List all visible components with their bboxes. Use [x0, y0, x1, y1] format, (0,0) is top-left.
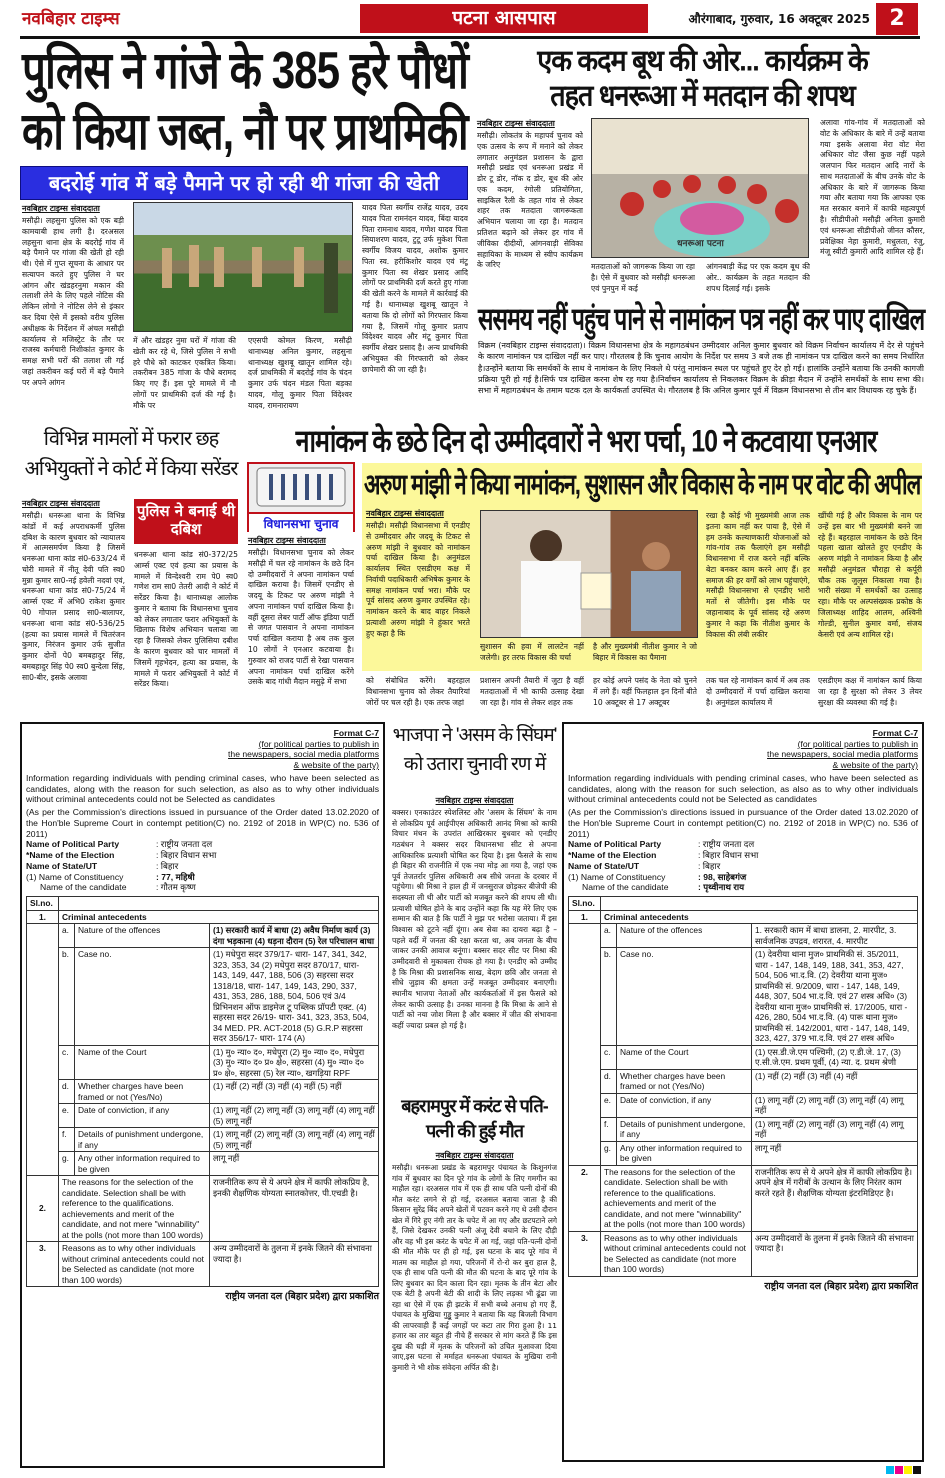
- cell: (1) लागू नहीं (2) लागू नहीं (3) लागू नहीं (4) लागू नहीं (5) लागू नहीं: [210, 1104, 379, 1128]
- cell: Any other information required to be given: [617, 1141, 752, 1165]
- headline-line: एक कदम बूथ की ओर... कार्यक्रम के: [537, 44, 868, 77]
- cell: (1) नहीं (2) नहीं (3) नहीं (4) नहीं (5) नहीं: [210, 1080, 379, 1104]
- table-row: [27, 1242, 379, 1287]
- table-row: [27, 1080, 379, 1104]
- cell: Name of the Court: [75, 1045, 210, 1080]
- story-text: धनरूआ थाना कांड सं0-372/25 आर्म्स एक्ट एवं हत्या का प्रयास के मामले में विन्देश्वरी राम पे0 स्व0 गणेश राम सा0 तेतरी आदी ने कोर्ट में सरेंडर किया है। थानाध्यक्ष आलोक कुमार ने बताया कि विधानसभा चुनाव को लेकर लगातार फरार अभियुक्तों के खिलाफ विशेष अभियान चलाया जा रहा है जिसको लेकर पुलिसिया दबीश के कारण बुधवार को चार मामलों में जिसमें गृहभेदन, हत्या का प्रयास, के मामले में फरार अभियुक्तों ने कोर्ट में सरेंडर किया।: [134, 550, 238, 689]
- table-row: [27, 1104, 379, 1128]
- cell: (1) मधेपुरा सदर 379/17- धारा- 147, 341, 342, 323, 353, 34 (2) मधेपुरा सदर 870/17, धारा- 143, 149, 447, 188, 506 (3) सहरसा सदर 1318/18, धारा- 147, 149, 143, 290, 337, 431, 353, 286, 188, 504, 506 एवं 3/4 प्रिभिनशन ऑफ डाइमेज टू पब्लिक प्रॉपटी एक्ट. (4) सहरसा सदर 26/19- धारा- 341, 323, 353, 504, 34 MED. PR. ACT-2018 (5) G.R.P सहरसा सदर 356/17- धारा- 174 (A): [210, 948, 379, 1046]
- story2-headline-line1: [480, 44, 925, 78]
- story-text: तक चल रहे नामांकन कार्य में अब तक दो उम्मीदवारों में पर्चा दाखिल कराया है। अनुमंडल कार्यालय में: [706, 676, 810, 707]
- format-sub: & website of the party): [293, 760, 379, 771]
- story-text: मसौढ़ी। लहसुना पुलिस को एक बड़ी कामयाबी हाथ लगी है। दरअसल लहसुना थाना क्षेत्र के बदरोई गांव में बड़े पैमाने पर गांजा की खेती हो रही थी। ऐसे में गुप्त सूचना के आधार पर सत्यापन करते हुए पुलिस ने घर आंगन और खंडहरनुमा मकान की तलाशी लेने के लिए पहले नोटिस की लेकिन लोगो ने नोटिस लेने से इंकार कर दिया ऐसे में इसको वरीय पुलिस अधीक्षक के निर्देशन में अंचल मसौढ़ी कार्यालय से मजिस्ट्रेट के तौर पर राजस्व कर्मचारी निशीकांत कुमार के समक्ष सभी घरों की तलाश ली गई जहां तकरीबन कई घरों में बड़े पैमाने पर अपने आंगन: [22, 216, 124, 387]
- police-raid-box: पुलिस ने बनाई थी दबिश: [134, 499, 238, 544]
- cell: राजनीतिक रूप से ये अपने क्षेत्र में काफी लोकप्रिय है। अपने क्षेत्र में गरीबों के उत्थान के लिए निरंतर काम करते रहते हैं। शैक्षणिक योग्यता इंटरमिडिएट है।: [752, 1165, 918, 1231]
- masthead: नवबिहार टाइम्स: [22, 9, 120, 29]
- value: : गौतम कृष्ण: [156, 882, 196, 893]
- criminal-antecedents-table: [568, 896, 918, 1277]
- table-row: [569, 1141, 918, 1165]
- cell: 1.: [581, 911, 588, 922]
- story7: [392, 795, 557, 1090]
- value: : राष्ट्रीय जनता दल: [698, 839, 755, 850]
- kv-election: [26, 850, 379, 861]
- key: Name of State/UT: [26, 860, 98, 871]
- cell: b.: [601, 948, 617, 1046]
- story-text: हर कोई अपने पसंद के नेता को चुनने में लगे हैं। वहीं फिलहाल इन दिनों बीते 10 अक्टूबर से 17 अक्टूबर: [593, 676, 697, 707]
- table-row: [569, 1117, 918, 1141]
- story2-col1: [477, 118, 583, 298]
- byline: नवबिहार टाइम्स संवाददाता: [435, 796, 514, 805]
- cell: Sl.no.: [572, 898, 595, 909]
- story-text: मसौढ़ी। लोकतंत्र के महापर्व चुनाव को एक उत्सव के रूप में मनाने को लेकर लगातार अनुमंडल प्रशासन के द्वारा मसौढ़ी प्रखंड एवं धनरूआ प्रखंड में डोर टू डोर, नॉक द डोर, बूथ की ओर एक कदम, रंगोली प्रतियोगिता, साइकिल रैली के तहत गांव से लेकर शहर तक मतदाता जागरूकता अभियान चलाया जा रहा है। मतदान प्रतिशत बढ़ाने को लेकर हर गांव में जीविका दीदीयों, आंगनवाड़ी सेविका सहायिका के माध्यम से स्वीप कार्यक्रम के जरिए: [477, 131, 583, 270]
- cell: Date of conviction, if any: [617, 1093, 752, 1117]
- value: : 98, साहेबगंज: [698, 871, 747, 882]
- cell: Case no.: [75, 948, 210, 1046]
- story-text: मसौढ़ी। धनरूआ प्रखंड के बहरामपुर पंचायत के किशुनगंज गांव में बुधवार का दिन पूरे गांव के लोगों के लिए गमगीन का माहौल रहा। दरअसल गांव में एक ही साथ पति पत्नी दोनों की मौत करंट लगने से हो गई, दरअसल बताया जाता है की किसान सुरेंद्र बिंद अपने खेतों में पटवन करने गए थे उसी दौरान खेत में गिरे हुए नंगी तार के चपेट में आ गए और छटपटाने लगे हैं, जिसे देखकर उनकी पत्नी अंजू देवी बचाने के लिए दौड़ी और वह भी इस करंट के चपेट में आ गई, जहां पति-पत्नी दोनों की मौत मौके पर ही हो गई, इस घटना के बाद पूरे गांव में मातम का माहौल हो गया, परिजनों में रो-रो कर बुरा हाल है, एक ही साथ पति पत्नी की मौत की घटना के बाद पूरे गांव के लिए बुधवार का दिन काला दिन रहा। मृतक के तीन बेटा और एक बेटी है अपनी बेटी की शादी के लिए लड़का भी ढूंढा जा रहा था ऐसे में एक ही झटके में सभी बच्चे अनाथ हो गए हैं, पंचायत के मुखिया गुड्डू कुमार ने बताया कि यह बिजली विभाग की लापरवाही हैं कई जगहों पर कटा तार गिरा हुआ है। 11 हजार का तार बहुत ही नीचे हैं सरकार से मांग करते हैं कि इस दुख की घड़ी में मृतक के परिजनों को उचित मुआवजा दिया जाए,इस घटना से मर्माहत धनरूआ पंचायत के मुखिया रानी कुमारी ने भी शोक संवेदना अर्पित की है।: [392, 1163, 557, 1372]
- format-sub: & website of the party): [832, 760, 918, 771]
- story-text: अलावा गांव-गांव में मतदाताओं को वोट के अधिकार के बारे में उन्हें बताया गया इसके अलावा मेरा वोट मेरा अधिकार वोट जैसा कुछ नहीं पहले जलपान फिर मतदान आदि नारों के साथ मतदाताओं के बीच उनके वोट के अधिकार के बारे में जागरूक किया गया और बताया गया कि आपका एक मत सरकार बनाने में काफी महत्वपूर्ण है। सीडीपीओ मसौढ़ी अनिता कुमारी एवं धनरूआ सीडीपीओ जीनत कौसर, प्रवेक्षिका नेहा कुमारी, मधुलता, रंजु, मंजू स्वीटी कुमारी आदि शामिल रहे हैं।: [820, 118, 925, 257]
- cell: a.: [59, 924, 75, 948]
- story-text: है और मुख्यमंत्री नीतीश कुमार ने जो बिहार में विकास का पैमाना: [593, 642, 697, 662]
- criminal-antecedents-table: [26, 896, 379, 1287]
- key: (1) Name of Constituency: [568, 871, 666, 882]
- cell: Sl.no.: [30, 898, 53, 909]
- story2-headline-line2: [480, 79, 925, 113]
- candidate-figures-icon: [481, 511, 698, 638]
- ad-intro: Information regarding individuals with pending criminal cases, who have been selected as candidates, along with the reason for such selection, as also as to why other individuals without criminal antecedents could not be Selected as candidates: [26, 772, 379, 805]
- cell: (1) सरकारी कार्य में बाधा (2) अवैध निर्माण कार्य (3) दंगा भड़काना (4) धड़ना दौरान (5) रेल परिचालन बाधा: [210, 924, 379, 948]
- story5-headline: [248, 424, 924, 460]
- story7-headline: भाजपा ने 'असम के सिंघम' को उतारा चुनावी रण में: [392, 725, 557, 775]
- cell: c.: [601, 1045, 617, 1069]
- story5-col1: [248, 535, 354, 713]
- table-row: [27, 1128, 379, 1152]
- story-text: रखा है कोई भी मुख्यमंत्री आज तक इतना काम नहीं कर पाया है, ऐसे में हम उनके कल्याणकारी योजनाओं को गांव-गांव तक फैलाएंगे हम मसौढ़ी विधानसभा में राज करने नहीं बल्कि बेटा बनकर काम करने आए हैं। हर समाज की हर वर्गों को लाभ पहुंचाएंगे, मसौढ़ी विधानसभा से एनडीए भारी मतों से जीतेगी। इस मौके पर जहानाबाद के पूर्व सांसद रहे अरुण कुमार ने कहा कि नीतीश कुमार के विकास की लंबी लकीर: [706, 511, 810, 639]
- cell: Nature of the offences: [75, 924, 210, 948]
- ad-order: (As per the Commission's directions issued in pursuance of the Order dated 13.02.2020 of the Hon'ble Supreme Court in contempt petition(C) no. 2192 of 2018 in WP(C) no. 536 of 2011): [568, 807, 918, 839]
- nomination-photo: [480, 510, 698, 638]
- dateline: औरंगाबाद, गुरुवार, 16 अक्टूबर 2025: [688, 12, 870, 26]
- table-row: [27, 1045, 379, 1080]
- key: Name of the candidate: [582, 882, 669, 893]
- cell: Any other information required to be given: [75, 1152, 210, 1176]
- story-text: मतदाताओं को जागरूक किया जा रहा है। ऐसे में बुधवार को मसौढ़ी धनरूआ एवं पुनपुन में कई: [591, 262, 695, 293]
- cell: Reasons as to why other individuals without criminal antecedents could not be Selected as candidate (not more than 100 words): [59, 1242, 210, 1287]
- story-text: यादव पिता स्वर्गीय राजेंद्र यादव, उदय यादव पिता रामनंदन यादव, बिंदा यादव पिता रामनाथ यादव, गणेश यादव पिता सियाशरण यादव, टुटू उर्फ मुकेश पिता स्वर्गीय विजय यादव, अशोक कुमार पिता स्व. हरीकिशोर यादव एवं मंटू कुमार पिता स्व शेखर प्रसाद आदि लोगों पर प्राथमिकी दर्ज करते हुए गांजा की खेती करने के मामले में कार्रवाई की गई है। थानाध्यक्ष खुशबू खातून ने बताया कि दो लोगों को गिरफ्तार किया गया है, जिसमें गोलू कुमार प्रताप विंदेश्वर यादव और मंटू कुमार पिता स्वर्गीय शेखर प्रसाद है। अन्य प्राथमिकी अभियुक्त की गिरफ्तारी को लेकर छापेमारी की जा रही है।: [362, 203, 468, 374]
- cell: 1.: [39, 911, 46, 922]
- format-sub: the newspapers, social media platforms: [767, 749, 918, 760]
- story6-headline: [364, 468, 920, 504]
- cell: 1. सरकारी काम में बाधा डालना, 2. मारपीट, 3. सार्वजनिक उपद्रव, शरारत, 4. मारपीट: [752, 924, 918, 948]
- cmyk-registration-marks: [886, 1466, 921, 1474]
- table-row: [569, 910, 918, 924]
- key: Name of State/UT: [568, 860, 640, 871]
- kv-election: [568, 850, 918, 861]
- story4-headline: विभिन्न मामलों में फरार छह अभियुक्तों ने कोर्ट में किया सरेंडर: [24, 428, 238, 480]
- story-text: एसडीएम कक्ष में नामांकन कार्य किया जा रहा है सुरक्षा को लेकर 3 लेयर सुरक्षा की व्यवस्था की गई है।: [818, 676, 922, 707]
- cell: f.: [59, 1128, 75, 1152]
- kv-candidate: [568, 882, 918, 893]
- cyan-mark: [886, 1466, 894, 1474]
- cell: 3.: [39, 1243, 46, 1254]
- cell: अन्य उम्मीदवारों के तुलना में इनके जितने की संभावना ज्यादा है।: [210, 1242, 379, 1287]
- section-title: पटना आसपास: [360, 4, 648, 33]
- cell: (1) मु० न्या० द०, मधेपुरा (2) मु० न्या० द०, मधेपुरा (3) मु० न्या० द० प्र० क्षे०, सहरसा (4) मु० न्या० द० प्र० क्षे०, सहरसा (5) रेल न्या०, खगड़िया RPF: [210, 1045, 379, 1080]
- cell: राजनीतिक रूप से ये अपने क्षेत्र में काफी लोकप्रिय है, इनकी शैक्षणिक योग्यता स्नातकोत्तर, पी.एचडी है।: [210, 1176, 379, 1242]
- value: : 77, महिषी: [156, 871, 195, 882]
- format-label: Format C-7: [872, 728, 918, 738]
- byline: नवबिहार टाइम्स संवाददाता: [22, 204, 100, 213]
- story-text: खींची गई है और विकास के नाम पर उन्हें इस बार भी मुख्यमंत्री बनने जा रहे हैं। बहरहाल नामांकन के छठे दिन पहला खाता खोलते हुए एनडीए के अरुण मांझी ने नामांकन किया है और मसौढ़ी अनुमंडल चौराहा से कर्पूरी चौक तक जुलूस निकाला गया है। भारी संख्या में समर्थकों का उत्साह रहा। मौके पर अल्पसंख्यक प्रकोष्ठ के जिलाध्यक्ष शाहिद आलम, अश्विनी गोल्डी, सुनील कुमार वर्मा, संजय केसरी एवं अन्य शामिल रहे।: [818, 511, 922, 639]
- cell: Criminal antecedents: [604, 911, 689, 922]
- kv-constituency: [26, 872, 379, 883]
- cell: Name of the Court: [617, 1045, 752, 1069]
- banner-text: बदरोई गांव में बड़े पैमाने पर हो रही थी गांजा की खेती: [48, 171, 440, 195]
- byline: नवबिहार टाइम्स संवाददाता: [477, 119, 555, 128]
- cell: Details of punishment undergone, if any: [75, 1128, 210, 1152]
- cell: e.: [59, 1104, 75, 1128]
- key: *Name of the Election: [26, 850, 115, 861]
- evm-icon: [249, 464, 353, 508]
- byline: नवबिहार टाइम्स संवाददाता: [248, 536, 326, 545]
- ganja-raid-photo: [133, 202, 353, 332]
- story1-headline-line2: [22, 103, 468, 163]
- table-row: [569, 1231, 918, 1276]
- cell: Nature of the offences: [617, 924, 752, 948]
- story-text: सुशासन की हवा में लालटेन नहीं जलेगी। हर तरफ विकास की चर्चा: [480, 642, 584, 662]
- yellow-mark: [904, 1466, 912, 1474]
- byline: नवबिहार टाइम्स संवाददाता: [22, 499, 100, 508]
- black-mark: [913, 1466, 921, 1474]
- table-row: [27, 924, 379, 948]
- table-row: [569, 924, 918, 948]
- table-row: [27, 910, 379, 924]
- badge-label: [249, 512, 353, 534]
- format-label: Format C-7: [333, 728, 379, 738]
- cell: b.: [59, 948, 75, 1046]
- value: : राष्ट्रीय जनता दल: [156, 839, 213, 850]
- value: : बिहार विधान सभा: [156, 850, 217, 861]
- table-row: [27, 1176, 379, 1242]
- headline-line: पुलिस ने गांजे के 385 हरे पौधों: [22, 42, 468, 100]
- cell: Date of conviction, if any: [75, 1104, 210, 1128]
- police-figures-icon: [134, 203, 353, 332]
- value: : पृथ्वीनाथ राय: [698, 882, 745, 893]
- table-row: [569, 1045, 918, 1069]
- headline-line: तहत धनरूआ में मतदान की शपथ: [550, 79, 855, 112]
- kv-state: [568, 861, 918, 872]
- table-row: [569, 897, 918, 911]
- cell: d.: [59, 1080, 75, 1104]
- cell: 3.: [581, 1232, 588, 1243]
- story1-col1: [22, 203, 124, 418]
- story4-col1: [22, 498, 125, 713]
- cell: Whether charges have been framed or not (Yes/No): [617, 1069, 752, 1093]
- cell: d.: [601, 1069, 617, 1093]
- kv-party: [26, 839, 379, 850]
- story6-col1: [366, 508, 470, 668]
- rangoli-text: धनरूआ पटना: [677, 239, 724, 249]
- table-row: [569, 1165, 918, 1231]
- headline-text: अरुण मांझी ने किया नामांकन, सुशासन और विकास के नाम पर वोट की अपील: [364, 468, 921, 501]
- cell: 2.: [581, 1166, 588, 1177]
- headline-line: को किया जब्त, नौ पर प्राथमिकी: [22, 103, 468, 161]
- format-sub: (for political parties to publish in: [258, 738, 379, 749]
- badge-text: विधानसभा चुनाव: [263, 517, 339, 531]
- cell: Whether charges have been framed or not (Yes/No): [75, 1080, 210, 1104]
- key: Name of Political Party: [568, 839, 662, 850]
- headline-text: नामांकन के छठे दिन दो उम्मीदवारों ने भरा पर्चा, 10 ने कटवाया एनआर: [295, 424, 877, 459]
- cell: (1) लागू नहीं (2) लागू नहीं (3) लागू नहीं (4) लागू नहीं: [752, 1117, 918, 1141]
- story-text: विक्रम (नवबिहार टाइम्स संवाददाता)। विक्रम विधानसभा क्षेत्र के महागठबंधन उम्मीदवार अनिल कुमार बुधवार को विक्रम निर्वाचन कार्यालय में देर से पहुंचने के कारण नामांकन पत्र दाखिल नहीं कर पाए। गौरतलब है कि चुनाव आयोग के निर्देश पर समय 3 बजे तक ही नामांकन पत्र दाखिल करने का समय निर्धारित है।उन्होंने बताया कि समर्थकों के साथ वे नामांकन के लिए निकले थे परंतु नामांकन स्थल पर पहुंचते हुए देर हो गई। हालांकि उन्होंने बताया कि उनकी कागजी प्रक्रिया पूरी हो गई है।सिर्फ पत्र दाखिल करना शेष रह गया है।निर्वाचन कार्यालय से निकलकर विक्रम के क्रीड़ा मैदान में उन्होंने समर्थकों के साथ सभा की।सभा में महागठबंधन के तमाम घटक दल के कार्यकर्ता उपस्थित थे। गौरतलब है कि अनिल कुमार पूर्व में विक्रम विधानसभा से तीन बार विधायक रह चुके हैं।: [478, 341, 924, 396]
- key: (1) Name of Constituency: [26, 871, 124, 882]
- table-row: [569, 948, 918, 1046]
- cell: अन्य उम्मीदवारों के तुलना में इनके जितने की संभावना ज्यादा है।: [752, 1231, 918, 1276]
- story-text: में और खंडहर नुमा घरों में गांजा की खेती कर रहे थे, जिसे पुलिस ने सभी हरे पौधे को काटकर एकत्रित किया। तकरीबन 385 गांजा के पौधे बरामद किए गए हैं। इस पूरे मामले में नौ लोगों पर प्राथमिकी दर्ज की गई है। मौके पर: [133, 336, 236, 410]
- table-row: [569, 1069, 918, 1093]
- cell: लागू नहीं: [752, 1141, 918, 1165]
- table-row: [27, 948, 379, 1046]
- story3-headline: [478, 302, 924, 338]
- magenta-mark: [895, 1466, 903, 1474]
- key: Name of the candidate: [40, 882, 127, 893]
- format-c7-ad-right: [562, 722, 924, 1462]
- cell: (1) नहीं (2) नहीं (3) नहीं (4) नहीं: [752, 1069, 918, 1093]
- story1-banner: [20, 166, 468, 200]
- headline-text: ससमय नहीं पहुंच पाने से नामांकन पत्र नहीं कर पाए दाखिल: [478, 302, 925, 337]
- story-text: बक्सर। एनकाउंटर स्पेशलिस्ट और 'असम के सिंघम' के नाम से लोकप्रिय पूर्व आईपीएस अधिकारी आनंद मिश्रा को काफी विचार मंथन के उपरांत आखिरकार बुधवार को एनडीए गठबंधन ने बक्सर सदर विधानसभा सीट से अपना आधिकारिक प्रत्याशी घोषित कर दिया है। इस फैसले के साथ ही बिहार की राजनीति में एक नया मोड़ आ गया है, जहां एक पूर्व तेजतर्रार पुलिस अधिकारी अब सीधे जनता के दरबार में पहुंचेगा। श्री मिश्रा ने हाल ही में जनसुराज छोड़कर बीजेपी की सदस्यता ली थी और पार्टी को मजबूत करने की शपथ ली थी। प्रत्याशी घोषित होने के बाद उन्होंने कहा कि यह मेरे लिए एक सम्मान की बात है कि पार्टी ने मुझ पर भरोसा जताया। मैं इस विश्वास को टूटने नहीं दूंगा। अब सेवा का दायरा बढ़ा है – पहले वर्दी में जनता की रक्षा करता था, अब जनता के बीच जाकर उनकी आवाज बनूंगा। बक्सर सदर सीट पर मिश्रा की उम्मीदवारी से मुकाबला रोचक हो गया है। एनडीए को उम्मीद है कि मिश्रा की प्रशासनिक साख, बेदाग छवि और जनता से सीधे जुड़ाव की क्षमता उन्हें मजबूत उम्मीदवार बनाएगी। स्थानीय भाजपा नेताओं और कार्यकर्ताओं में इस फैसले को लेकर काफी उत्साह है। उनका मानना है कि मिश्रा के आने से पार्टी को नया जोश मिला है और बक्सर में जीत की संभावना कहीं ज्यादा प्रबल हो गई है।: [392, 808, 557, 1030]
- story-text: मसौढ़ी। विधानसभा चुनाव को लेकर मसौढ़ी में चल रहे नामांकन के छठे दिन दो उम्मीदवारों ने अपना नामांकन पर्चा दाखिल कराया है। जिसमें एनडीए से जदयू के टिकट पर अरुण मांझी ने अपना नामांकन पर्चा दाखिल किया है। वहीं दूसरा लेबर पार्टी ऑफ इंडिया पार्टी से जगत पासवान ने अपना नामांकन पर्चा दाखिल कराया है अब तक कुल 10 लोगों ने एनआर कटवाया है। गुरुवार को राजद पार्टी से रेखा पासवान अपना नामांकन पर्चा दाखिल करेंगे उसके बाद गांधी मैदान मसुढ़े में सभा: [248, 548, 354, 687]
- kv-state: [26, 861, 379, 872]
- kv-candidate: [26, 882, 379, 893]
- header-rule: [20, 36, 920, 39]
- cell: 2.: [39, 1203, 46, 1214]
- cell: (1) लागू नहीं (2) लागू नहीं (3) लागू नहीं (4) लागू नहीं (5) लागू नहीं: [210, 1128, 379, 1152]
- kv-constituency: [568, 872, 918, 883]
- assembly-election-badge: [247, 462, 355, 532]
- story-text: मसौढ़ी। मसौढ़ी विधानसभा में एनडीए से उम्मीदवार और जदयू के टिकट से अरुण मांझी ने बुधवार को नामांकन पर्चा दाखिल किया है। अनुमंडल कार्यालय स्थित एसडीएम कक्ष में निर्वाची पदाधिकारी अभिषेक कुमार के समक्ष नामांकन पर्चा भरा। मौके पर पूर्व सांसद अरुण कुमार उपस्थित रहे। नामांकन करने के बाद बाहर निकले प्रत्याशी अरुण मांझी ने हुंकार भरते हुए कहा है कि: [366, 521, 470, 638]
- value: : बिहार: [698, 860, 721, 871]
- story-text: को संबोधित करेंगे। बहरहाल विधानसभा चुनाव को लेकर तैयारियां जोरों पर चल रही है। एक तरफ जहां: [366, 676, 470, 707]
- cell: Details of punishment undergone, if any: [617, 1117, 752, 1141]
- cell: (1) एस.डी.जे.एम पश्चिमी, (2) ए.डी.जे. 17, (3) ए.सी.जे.एम. प्रथम पूर्वी, (4) न्या. द. प्रथम श्रेणी: [752, 1045, 918, 1069]
- byline: नवबिहार टाइम्स संवाददाता: [435, 1151, 514, 1160]
- cell: Criminal antecedents: [62, 911, 147, 922]
- story-text: एएसपी कोमल किरण, मसौढ़ी थानाध्यक्ष अनिल कुमार, लहसुना थानाध्यक्ष खुशबू खातून शामिल रहे। दर्ज प्राथमिकी में बदरोई गांव के चंदन कुमार उर्फ चंदन मंडल पिता बड़का यादव, गोलू कुमार पिता विंदेश्वर यादव, रामनारायण: [248, 336, 352, 410]
- cell: The reasons for the selection of the candidate. Selection shall be with reference to the qualifications. achievements and merit of the candidate, and not mere "winnability" at the polls (not more than 100 words): [59, 1176, 210, 1242]
- ad-intro: Information regarding individuals with pending criminal cases, who have been selected as candidates, along with the reason for such selection, as also as to why other individuals without criminal antecedents could not be Selected as candidates: [568, 772, 918, 805]
- value: : बिहार: [156, 860, 179, 871]
- format-c7-ad-left: [20, 722, 385, 1468]
- published-by: राष्ट्रीय जनता दल (बिहार प्रदेश) द्वारा प्रकाशित: [225, 1291, 379, 1303]
- key: *Name of the Election: [568, 850, 657, 861]
- format-sub: the newspapers, social media platforms: [228, 749, 379, 760]
- kv-party: [568, 839, 918, 850]
- ad-order: (As per the Commission's directions issued in pursuance of the Order dated 13.02.2020 of the Hon'ble Supreme Court in contempt petition(C) no. 2192 of 2018 in WP(C) no. 536 of 2011): [26, 807, 379, 839]
- format-sub: (for political parties to publish in: [797, 738, 918, 749]
- cell: f.: [601, 1117, 617, 1141]
- story8: [392, 1150, 557, 1470]
- story-text: प्रशासन अपनी तैयारी में जुटा है वहीं मतदाताओं में भी काफी उत्साह देखा जा रहा है। गांव से लेकर शहर तक: [480, 676, 584, 707]
- table-row: [27, 897, 379, 911]
- story-text: मसौढ़ी। धनरूआ थाना के विभिन्न कांडों में कई अपराधकर्मी पुलिस दबिश के कारण बुधवार को न्यायालय में आत्मसमर्पण किया है जिसमें धनरूआ थाना कांड सं0-633/24 में चोरी मामले में नीतू देवी पति स्व0 मुन्ना कुमार सा0-नई हवेली नदवां एवं, धनरूआ थाना कांड सं0-75/24 में आर्म्स एक्ट में अभि0 राकेश कुमार पे0 गोपाल प्रसाद सा0-बालापर, धनरूआ थाना कांड सं0-536/25 (हत्या का प्रयास मामले में चितरंजन कुमार, निरंजन कुमार उर्फ सुजीत कुमार दोनों पे0 बमबहादुर सिंह, बमबहादुर सिंह पे0 स्व0 बुन्देला सिंह, सा0-बीर, इसके अलावा: [22, 511, 125, 682]
- cell: g.: [59, 1152, 75, 1176]
- story1-headline-line1: [22, 42, 468, 102]
- byline: नवबिहार टाइम्स संवाददाता: [366, 509, 444, 518]
- cell: e.: [601, 1093, 617, 1117]
- value: : बिहार विधान सभा: [698, 850, 759, 861]
- cell: (1) देवरीया थाना मुज० प्राथमिकी सं. 35/2011, धारा - 147, 148, 149, 188, 341, 353, 427, 504, 506 भा.द.वि. (2) देवरीया थाना मुज० प्राथमिकी सं. 9/2009, धारा - 147, 148, 149, 448, 307, 504 भा.द.वि. एवं 27 शस्त्र अधि० (3) देवरीया थाना मुज० प्राथमिकी सं. 17/2005, धारा - 426, 280, 504 भा.द.वि. (4) पारू थाना मुज० प्राथमिकी सं. 142/2001, धारा - 147, 148, 149, 323, 427, 379 भा.द.वि. एवं 27 शस्त्र अधि०: [752, 948, 918, 1046]
- story8-headline: बहरामपुर में करंट से पति-पत्नी की हुई मौत: [401, 1096, 548, 1142]
- cell: g.: [601, 1141, 617, 1165]
- voter-pledge-photo: [591, 118, 809, 258]
- cell: a.: [601, 924, 617, 948]
- cell: The reasons for the selection of the candidate. Selection shall be with reference to the qualifications. achievements and merit of the candidate, and not mere "winnability" at the polls (not more than 100 words): [601, 1165, 752, 1231]
- cell: (1) लागू नहीं (2) लागू नहीं (3) लागू नहीं (4) लागू नहीं: [752, 1093, 918, 1117]
- story-text: आंगनबाड़ी केंद्र पर एक कदम बूथ की ओर.. कार्यक्रम के तहत मतदान की शपथ दिलाई गई। इसके: [706, 262, 810, 293]
- cell: लागू नहीं: [210, 1152, 379, 1176]
- key: Name of Political Party: [26, 839, 120, 850]
- cell: Case no.: [617, 948, 752, 1046]
- table-row: [569, 1093, 918, 1117]
- cell: Reasons as to why other individuals without criminal antecedents could not be Selected as candidate (not more than 100 words): [601, 1231, 752, 1276]
- published-by: राष्ट्रीय जनता दल (बिहार प्रदेश) द्वारा प्रकाशित: [764, 1280, 918, 1292]
- cell: c.: [59, 1045, 75, 1080]
- table-row: [27, 1152, 379, 1176]
- page-number: 2: [876, 3, 918, 35]
